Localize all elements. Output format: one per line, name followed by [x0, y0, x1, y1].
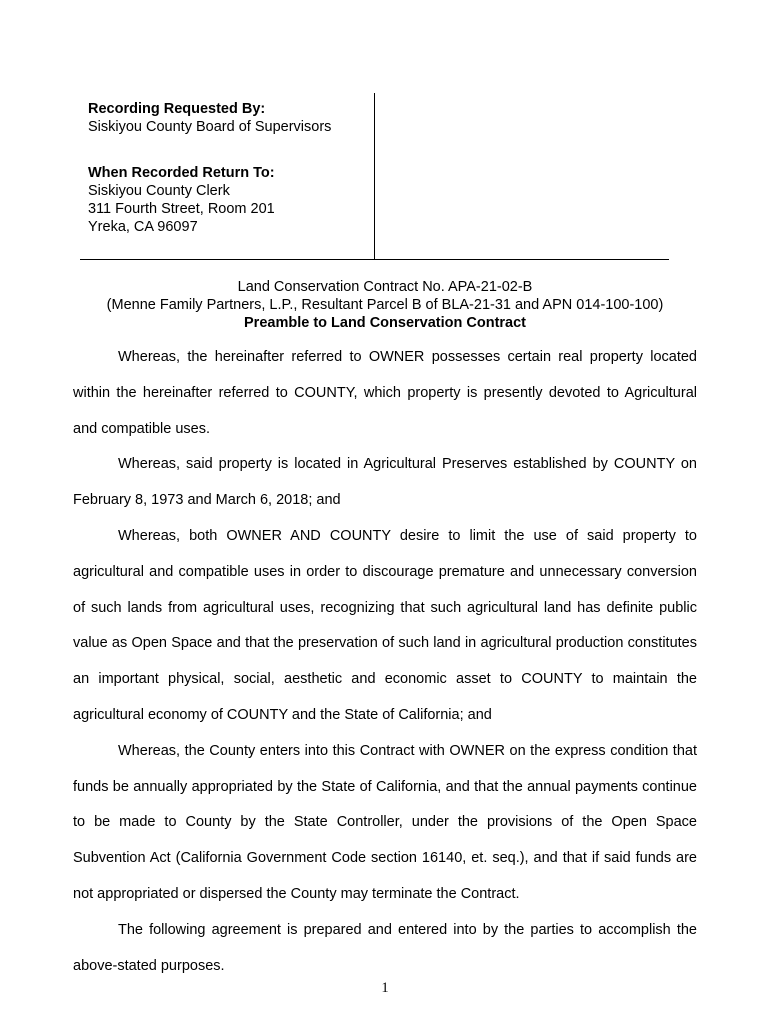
return-to-line-2: 311 Fourth Street, Room 201: [88, 201, 275, 217]
recording-divider-vertical: [374, 93, 375, 259]
recording-block: [88, 100, 368, 236]
return-to-label: When Recorded Return To:: [88, 165, 275, 181]
recording-divider-horizontal: [80, 259, 669, 260]
paragraph: The following agreement is prepared and entered into by the parties to accomplish the above-stated purposes.: [73, 921, 697, 974]
page-number: 1: [381, 980, 389, 996]
recording-requested-value: Siskiyou County Board of Supervisors: [88, 119, 332, 135]
contract-parties: (Menne Family Partners, L.P., Resultant Parcel B of BLA-21-31 and APN 014-100-100): [106, 297, 664, 313]
paragraph: Whereas, the hereinafter referred to OWNER possesses certain real property located within the hereinafter referred to COUNTY, which property is presently devoted to Agricultural and compatible uses.: [73, 349, 697, 437]
paragraph: Whereas, both OWNER AND COUNTY desire to limit the use of said property to agricultural and compatible uses in order to discourage premature and unnecessary conversion of such lands from agricultural uses, recognizing that such agricultural land has definite public value as Open Space and that the preservation of such land in agricultural production constitutes an important physical, social, aesthetic and economic asset to COUNTY to maintain the agricultural economy of COUNTY and the State of California; and: [73, 527, 697, 723]
document-body: [73, 340, 697, 984]
contract-title-block: [70, 278, 700, 332]
return-to-line-1: Siskiyou County Clerk: [88, 183, 230, 199]
recording-requested-label: Recording Requested By:: [88, 101, 266, 117]
paragraph: Whereas, said property is located in Agricultural Preserves established by COUNTY on February 8, 1973 and March 6, 2018; and: [73, 456, 697, 509]
contract-number: Land Conservation Contract No. APA-21-02-B: [237, 279, 533, 295]
paragraph: Whereas, the County enters into this Contract with OWNER on the express condition that funds be annually appropriated by the State of California, and that the annual payments continue to be made to County by the State Controller, under the provisions of the Open Space Subvention Act (California Government Code section 16140, et. seq.), and that if said funds are not appropriated or dispersed the County may terminate the Contract.: [73, 742, 697, 902]
return-to-line-3: Yreka, CA 96097: [88, 219, 198, 235]
contract-heading: Preamble to Land Conservation Contract: [244, 315, 526, 331]
